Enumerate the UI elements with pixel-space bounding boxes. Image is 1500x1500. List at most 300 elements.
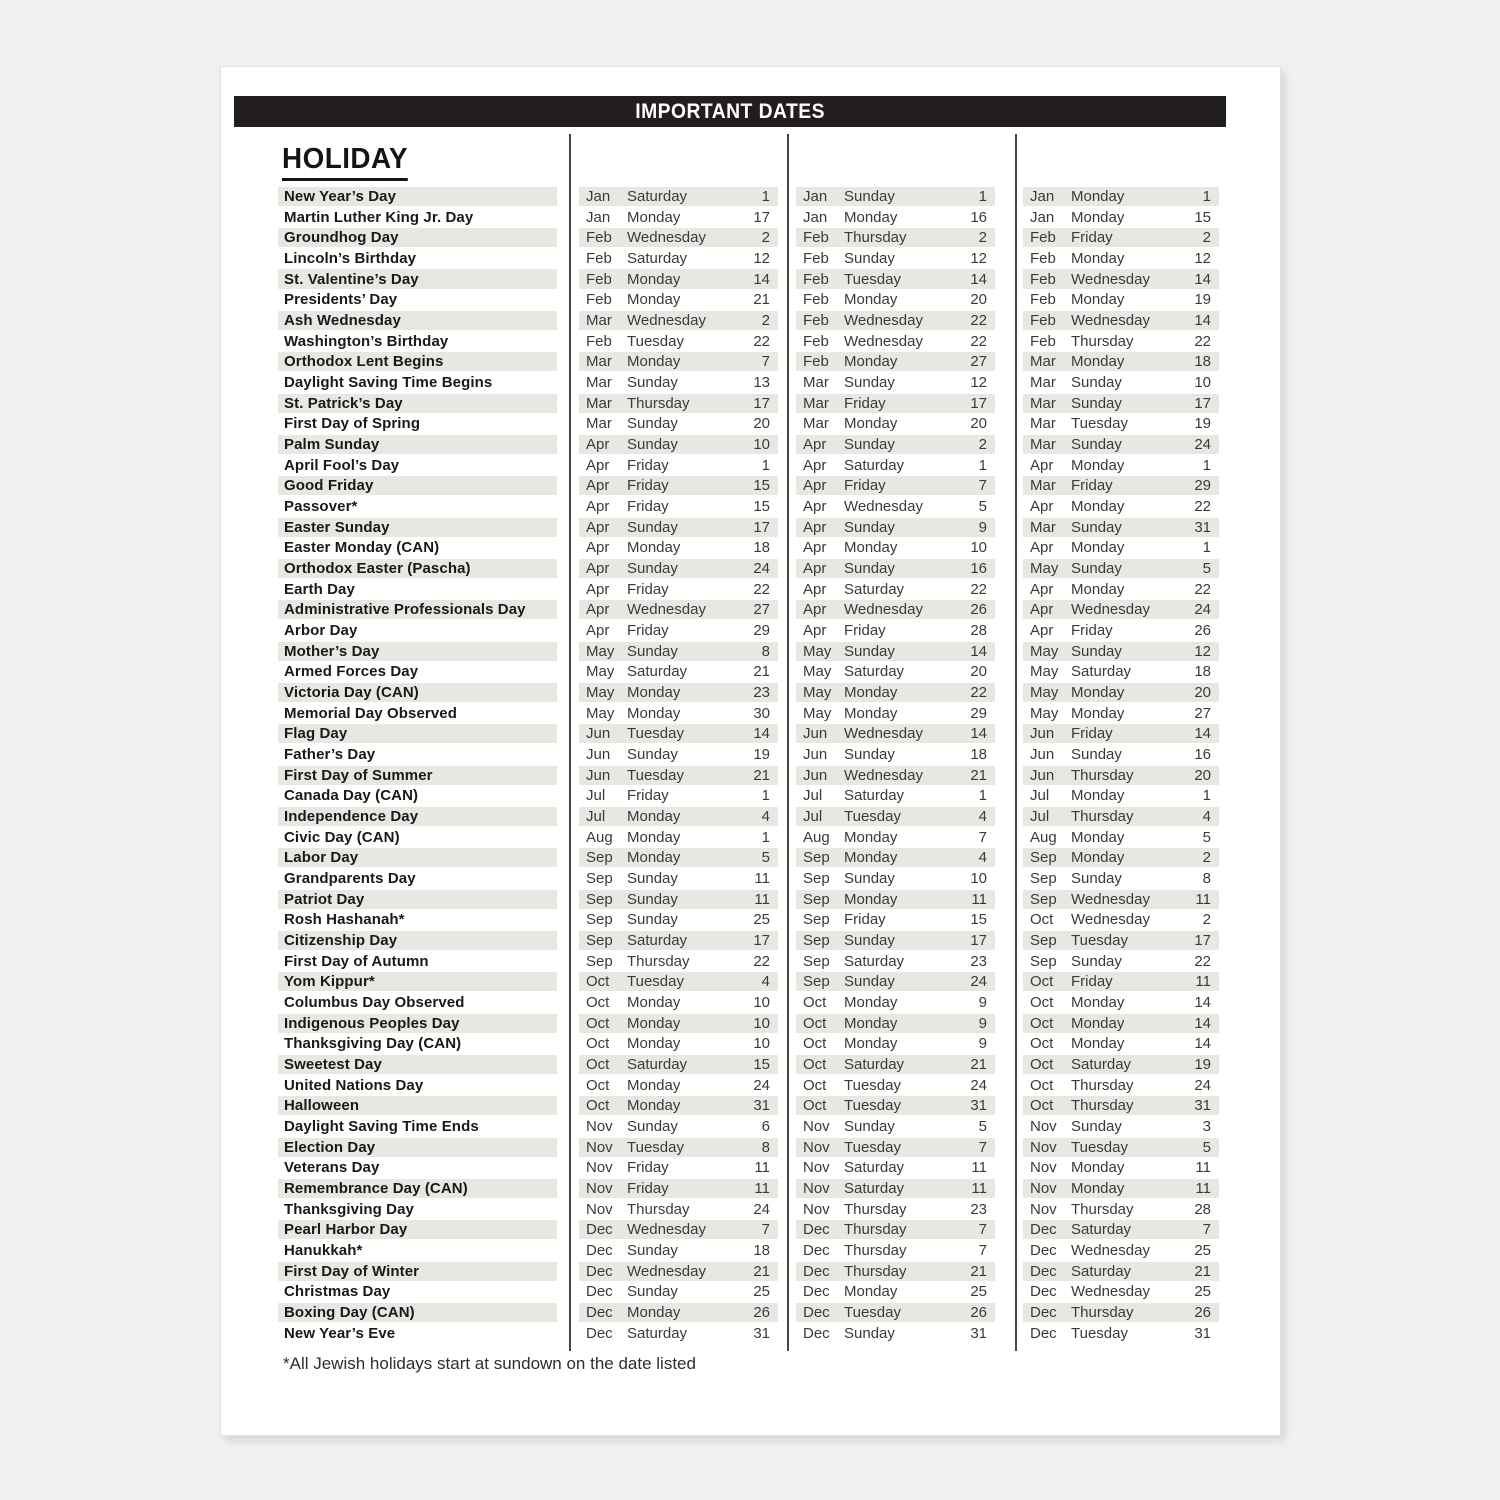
month-abbrev: Sep — [1030, 890, 1057, 908]
holiday-name: New Year’s Eve — [284, 1324, 396, 1342]
month-abbrev: Oct — [1030, 1014, 1054, 1032]
holiday-name: First Day of Winter — [278, 1262, 557, 1281]
date-cell-col1 — [579, 766, 778, 785]
day-number: 11 — [754, 890, 770, 908]
date-cell-col2 — [796, 869, 995, 888]
day-number: 21 — [753, 766, 770, 784]
weekday: Tuesday — [627, 725, 684, 743]
month-abbrev: Oct — [1030, 1097, 1054, 1115]
day-number: 21 — [970, 1262, 987, 1280]
month-abbrev: Oct — [586, 994, 610, 1012]
important-dates-header-bar — [234, 96, 1226, 127]
day-number: 20 — [753, 415, 770, 433]
date-cell-col2 — [796, 828, 995, 847]
date-cell-col1 — [579, 476, 778, 495]
weekday: Thursday — [1071, 1097, 1134, 1115]
date-cell-col3 — [1023, 1220, 1219, 1239]
date-cell-col3 — [1023, 435, 1219, 454]
jewish-holidays-footnote: *All Jewish holidays start at sundown on the date listed — [283, 1354, 696, 1373]
table-row — [221, 765, 1280, 786]
month-abbrev: Nov — [1030, 1200, 1057, 1218]
date-cell-col1 — [579, 580, 778, 599]
day-number: 24 — [1194, 1076, 1211, 1094]
document-page — [220, 66, 1281, 1436]
day-number: 26 — [1194, 621, 1211, 639]
day-number: 30 — [753, 704, 770, 722]
date-cell-col3 — [1023, 1096, 1219, 1115]
day-number: 14 — [1194, 994, 1211, 1012]
weekday: Friday — [627, 1180, 669, 1198]
holiday-name: Rosh Hashanah* — [284, 911, 405, 929]
date-cell-col2 — [796, 1055, 995, 1074]
date-cell-col1 — [579, 972, 778, 991]
weekday: Thursday — [844, 1221, 907, 1239]
day-number: 16 — [970, 208, 987, 226]
date-cell-col1 — [579, 1220, 778, 1239]
month-abbrev: Dec — [586, 1242, 613, 1260]
day-number: 31 — [1194, 518, 1211, 536]
month-abbrev: Feb — [1030, 332, 1056, 350]
month-abbrev: Mar — [803, 373, 829, 391]
date-cell-col1 — [579, 414, 778, 433]
date-cell-col3 — [1023, 683, 1219, 702]
date-cell-col3 — [1023, 662, 1219, 681]
weekday: Monday — [1071, 828, 1125, 846]
month-abbrev: Jun — [1030, 745, 1055, 763]
weekday: Monday — [844, 1035, 898, 1053]
day-number: 4 — [978, 849, 987, 867]
month-abbrev: Sep — [1030, 870, 1057, 887]
month-abbrev: May — [1030, 559, 1059, 577]
month-abbrev: Feb — [803, 311, 829, 329]
month-abbrev: Oct — [803, 994, 827, 1012]
weekday: Monday — [844, 208, 898, 226]
holiday-table — [221, 186, 1280, 1344]
date-cell-col1 — [579, 269, 778, 288]
weekday: Sunday — [627, 1283, 678, 1301]
day-number: 21 — [1194, 1262, 1211, 1280]
date-cell-col2 — [796, 269, 995, 288]
weekday: Monday — [844, 683, 898, 701]
weekday: Sunday — [627, 415, 678, 433]
month-abbrev: Sep — [803, 870, 830, 887]
date-cell-col2 — [796, 1324, 995, 1343]
month-abbrev: May — [803, 642, 832, 660]
day-number: 22 — [753, 580, 770, 598]
month-abbrev: Jan — [803, 187, 828, 205]
holiday-name: Grandparents Day — [284, 870, 416, 887]
weekday: Friday — [844, 394, 886, 412]
month-abbrev: Apr — [803, 477, 827, 495]
holiday-name: Remembrance Day (CAN) — [278, 1179, 557, 1198]
month-abbrev: Mar — [586, 353, 612, 371]
holiday-name: Ash Wednesday — [278, 311, 557, 330]
month-abbrev: Dec — [1030, 1283, 1057, 1301]
table-row — [221, 1302, 1280, 1323]
date-cell-col1 — [579, 1262, 778, 1281]
month-abbrev: Feb — [803, 332, 829, 350]
table-row — [221, 1116, 1280, 1137]
date-cell-col3 — [1023, 931, 1219, 950]
weekday: Monday — [627, 849, 681, 867]
holiday-name: Mother’s Day — [278, 642, 557, 661]
holiday-name: Father’s Day — [284, 745, 376, 763]
day-number: 11 — [754, 1180, 770, 1198]
table-row — [221, 496, 1280, 517]
month-abbrev: Dec — [586, 1324, 613, 1342]
month-abbrev: Dec — [1030, 1304, 1057, 1322]
day-number: 22 — [1194, 332, 1211, 350]
month-abbrev: Apr — [803, 580, 827, 598]
date-cell-col1 — [579, 207, 778, 226]
month-abbrev: Apr — [803, 497, 827, 515]
table-row — [221, 930, 1280, 951]
day-number: 26 — [970, 601, 987, 619]
weekday: Monday — [1071, 683, 1125, 701]
holiday-name: Sweetest Day — [278, 1055, 557, 1074]
day-number: 11 — [1195, 973, 1211, 991]
day-number: 5 — [978, 497, 987, 515]
date-cell-col1 — [579, 435, 778, 454]
date-cell-col1 — [579, 1034, 778, 1053]
month-abbrev: Apr — [586, 456, 610, 474]
month-abbrev: Jul — [803, 787, 823, 805]
date-cell-col1 — [579, 1117, 778, 1136]
weekday: Monday — [627, 1076, 681, 1094]
day-number: 18 — [753, 539, 770, 557]
day-number: 8 — [761, 642, 770, 660]
weekday: Saturday — [844, 1056, 905, 1074]
month-abbrev: Apr — [803, 539, 827, 557]
month-abbrev: Jun — [1030, 725, 1055, 743]
weekday: Friday — [627, 477, 669, 495]
month-abbrev: Oct — [803, 1076, 827, 1094]
date-cell-col2 — [796, 1138, 995, 1157]
month-abbrev: May — [803, 683, 832, 701]
month-abbrev: Jul — [1030, 787, 1050, 805]
weekday: Tuesday — [627, 973, 684, 991]
day-number: 5 — [1202, 559, 1211, 577]
date-cell-col2 — [796, 1117, 995, 1136]
day-number: 7 — [978, 828, 987, 846]
date-cell-col2 — [796, 456, 995, 475]
holiday-name: Thanksgiving Day (CAN) — [284, 1035, 462, 1053]
month-abbrev: Feb — [1030, 249, 1056, 267]
date-cell-col2 — [796, 538, 995, 557]
day-number: 24 — [753, 1200, 770, 1218]
day-number: 28 — [970, 621, 987, 639]
weekday: Monday — [1071, 291, 1125, 309]
month-abbrev: Mar — [1030, 477, 1056, 495]
date-cell-col2 — [796, 249, 995, 268]
month-abbrev: Sep — [586, 952, 613, 970]
month-abbrev: Feb — [1030, 229, 1056, 247]
month-abbrev: Sep — [1030, 849, 1057, 867]
month-abbrev: Feb — [803, 229, 829, 247]
month-abbrev: Apr — [586, 580, 610, 598]
month-abbrev: Jan — [803, 208, 828, 226]
table-row — [221, 1034, 1280, 1055]
month-abbrev: Mar — [1030, 518, 1056, 536]
date-cell-col1 — [579, 683, 778, 702]
section-title-holiday: HOLIDAY — [282, 143, 408, 181]
weekday: Monday — [844, 1014, 898, 1032]
date-cell-col3 — [1023, 1158, 1219, 1177]
table-row — [221, 744, 1280, 765]
day-number: 10 — [753, 1014, 770, 1032]
month-abbrev: Jul — [1030, 807, 1050, 825]
weekday: Monday — [844, 1283, 898, 1301]
weekday: Friday — [627, 456, 669, 474]
weekday: Monday — [627, 807, 681, 825]
day-number: 25 — [1194, 1242, 1211, 1260]
month-abbrev: Dec — [1030, 1262, 1057, 1280]
holiday-name: Armed Forces Day — [284, 663, 419, 681]
weekday: Wednesday — [1071, 1283, 1150, 1301]
month-abbrev: Feb — [586, 249, 612, 267]
month-abbrev: Nov — [803, 1180, 830, 1198]
date-cell-col3 — [1023, 1076, 1219, 1095]
month-abbrev: Jul — [586, 787, 606, 805]
day-number: 27 — [753, 601, 770, 619]
weekday: Sunday — [627, 870, 678, 887]
table-row — [221, 434, 1280, 455]
month-abbrev: Mar — [586, 311, 612, 329]
day-number: 21 — [753, 291, 770, 309]
weekday: Monday — [627, 994, 681, 1012]
month-abbrev: Oct — [1030, 1076, 1054, 1094]
holiday-name: Washington’s Birthday — [284, 332, 449, 350]
month-abbrev: Dec — [586, 1283, 613, 1301]
month-abbrev: Sep — [803, 849, 830, 867]
date-cell-col2 — [796, 1179, 995, 1198]
table-row — [221, 723, 1280, 744]
month-abbrev: Nov — [586, 1180, 613, 1198]
date-cell-col1 — [579, 952, 778, 971]
table-row — [221, 1137, 1280, 1158]
day-number: 18 — [753, 1242, 770, 1260]
month-abbrev: Jul — [803, 807, 823, 825]
date-cell-col3 — [1023, 724, 1219, 743]
date-cell-col1 — [579, 290, 778, 309]
weekday: Monday — [1071, 1014, 1125, 1032]
month-abbrev: Feb — [586, 332, 612, 350]
day-number: 24 — [753, 1076, 770, 1094]
date-cell-col3 — [1023, 745, 1219, 764]
weekday: Monday — [627, 704, 681, 722]
holiday-name: St. Patrick’s Day — [278, 394, 557, 413]
date-cell-col2 — [796, 910, 995, 929]
day-number: 31 — [753, 1097, 770, 1115]
day-number: 17 — [753, 932, 770, 950]
day-number: 4 — [761, 973, 770, 991]
date-cell-col2 — [796, 1076, 995, 1095]
weekday: Monday — [1071, 1035, 1125, 1053]
month-abbrev: Apr — [803, 435, 827, 453]
month-abbrev: Apr — [803, 559, 827, 577]
month-abbrev: Oct — [803, 1014, 827, 1032]
day-number: 15 — [970, 911, 987, 929]
day-number: 15 — [1194, 208, 1211, 226]
day-number: 1 — [978, 787, 987, 805]
date-cell-col3 — [1023, 890, 1219, 909]
weekday: Saturday — [627, 1324, 688, 1342]
weekday: Monday — [627, 1014, 681, 1032]
date-cell-col1 — [579, 1158, 778, 1177]
date-cell-col3 — [1023, 704, 1219, 723]
date-cell-col2 — [796, 662, 995, 681]
holiday-name: United Nations Day — [284, 1076, 424, 1094]
month-abbrev: Sep — [803, 973, 830, 991]
table-row — [221, 351, 1280, 372]
date-cell-col2 — [796, 352, 995, 371]
weekday: Wednesday — [844, 725, 923, 743]
holiday-name: Daylight Saving Time Begins — [284, 373, 493, 391]
day-number: 22 — [970, 311, 987, 329]
day-number: 7 — [761, 1221, 770, 1239]
weekday: Thursday — [1071, 807, 1134, 825]
day-number: 19 — [753, 745, 770, 763]
month-abbrev: Oct — [1030, 994, 1054, 1012]
date-cell-col1 — [579, 745, 778, 764]
table-row — [221, 289, 1280, 310]
weekday: Monday — [1071, 580, 1125, 598]
date-cell-col1 — [579, 931, 778, 950]
date-cell-col2 — [796, 559, 995, 578]
month-abbrev: Apr — [586, 559, 610, 577]
weekday: Wednesday — [627, 1262, 706, 1280]
day-number: 2 — [761, 311, 770, 329]
holiday-name: Hanukkah* — [284, 1242, 363, 1260]
holiday-name: Groundhog Day — [278, 228, 557, 247]
month-abbrev: Sep — [1030, 932, 1057, 950]
date-cell-col2 — [796, 207, 995, 226]
weekday: Wednesday — [844, 766, 923, 784]
day-number: 10 — [970, 539, 987, 557]
day-number: 20 — [970, 415, 987, 433]
date-cell-col1 — [579, 807, 778, 826]
weekday: Thursday — [844, 1242, 907, 1260]
date-cell-col1 — [579, 621, 778, 640]
table-row — [221, 806, 1280, 827]
date-cell-col1 — [579, 1324, 778, 1343]
date-cell-col1 — [579, 786, 778, 805]
holiday-name: Administrative Professionals Day — [278, 600, 557, 619]
day-number: 27 — [1194, 704, 1211, 722]
weekday: Monday — [1071, 187, 1125, 205]
table-row — [221, 992, 1280, 1013]
day-number: 1 — [1202, 539, 1211, 557]
day-number: 3 — [1202, 1118, 1211, 1136]
day-number: 5 — [1202, 1138, 1211, 1156]
day-number: 17 — [753, 208, 770, 226]
date-cell-col2 — [796, 580, 995, 599]
holiday-name: Martin Luther King Jr. Day — [284, 208, 474, 226]
date-cell-col3 — [1023, 1241, 1219, 1260]
weekday: Tuesday — [627, 332, 684, 350]
month-abbrev: Apr — [586, 621, 610, 639]
month-abbrev: Nov — [1030, 1159, 1057, 1177]
month-abbrev: Mar — [586, 394, 612, 412]
date-cell-col1 — [579, 828, 778, 847]
date-cell-col3 — [1023, 600, 1219, 619]
date-cell-col2 — [796, 1034, 995, 1053]
holiday-name: Good Friday — [278, 476, 557, 495]
date-cell-col1 — [579, 600, 778, 619]
date-cell-col2 — [796, 435, 995, 454]
weekday: Tuesday — [627, 766, 684, 784]
month-abbrev: Dec — [803, 1242, 830, 1260]
weekday: Friday — [627, 497, 669, 515]
holiday-name: First Day of Summer — [278, 766, 557, 785]
day-number: 21 — [753, 1262, 770, 1280]
month-abbrev: May — [803, 704, 832, 722]
day-number: 13 — [753, 373, 770, 391]
weekday: Wednesday — [1071, 1242, 1150, 1260]
day-number: 27 — [970, 353, 987, 371]
day-number: 1 — [761, 187, 770, 205]
holiday-name: Easter Monday (CAN) — [284, 539, 440, 557]
holiday-name: Christmas Day — [284, 1283, 391, 1301]
date-cell-col2 — [796, 642, 995, 661]
holiday-name: Memorial Day Observed — [284, 704, 458, 722]
day-number: 23 — [753, 683, 770, 701]
date-cell-col3 — [1023, 952, 1219, 971]
month-abbrev: Feb — [586, 270, 612, 288]
table-row — [221, 848, 1280, 869]
weekday: Monday — [1071, 497, 1125, 515]
month-abbrev: Apr — [586, 539, 610, 557]
table-row — [221, 558, 1280, 579]
table-row — [221, 972, 1280, 993]
month-abbrev: Mar — [1030, 394, 1056, 412]
holiday-name: Palm Sunday — [278, 435, 557, 454]
month-abbrev: Dec — [803, 1304, 830, 1322]
weekday: Sunday — [627, 911, 678, 929]
table-row — [221, 1054, 1280, 1075]
table-row — [221, 682, 1280, 703]
month-abbrev: Jun — [586, 766, 611, 784]
month-abbrev: Sep — [586, 890, 613, 908]
holiday-name: Victoria Day (CAN) — [278, 683, 557, 702]
month-abbrev: Mar — [1030, 435, 1056, 453]
day-number: 10 — [753, 994, 770, 1012]
date-cell-col3 — [1023, 332, 1219, 351]
table-row — [221, 827, 1280, 848]
date-cell-col3 — [1023, 642, 1219, 661]
table-row — [221, 227, 1280, 248]
month-abbrev: Oct — [586, 1076, 610, 1094]
weekday: Tuesday — [844, 1076, 901, 1094]
day-number: 6 — [761, 1118, 770, 1136]
holiday-name: Yom Kippur* — [278, 972, 557, 991]
day-number: 14 — [1194, 311, 1211, 329]
date-cell-col3 — [1023, 828, 1219, 847]
weekday: Wednesday — [1071, 890, 1150, 908]
holiday-name: Daylight Saving Time Ends — [284, 1118, 479, 1136]
date-cell-col3 — [1023, 1324, 1219, 1343]
table-row — [221, 620, 1280, 641]
weekday: Saturday — [627, 249, 688, 267]
month-abbrev: Apr — [586, 601, 610, 619]
day-number: 14 — [1194, 1014, 1211, 1032]
day-number: 2 — [1202, 229, 1211, 247]
day-number: 22 — [970, 332, 987, 350]
weekday: Thursday — [1071, 1304, 1134, 1322]
weekday: Wednesday — [627, 601, 706, 619]
day-number: 2 — [978, 229, 987, 247]
month-abbrev: Jun — [586, 725, 611, 743]
